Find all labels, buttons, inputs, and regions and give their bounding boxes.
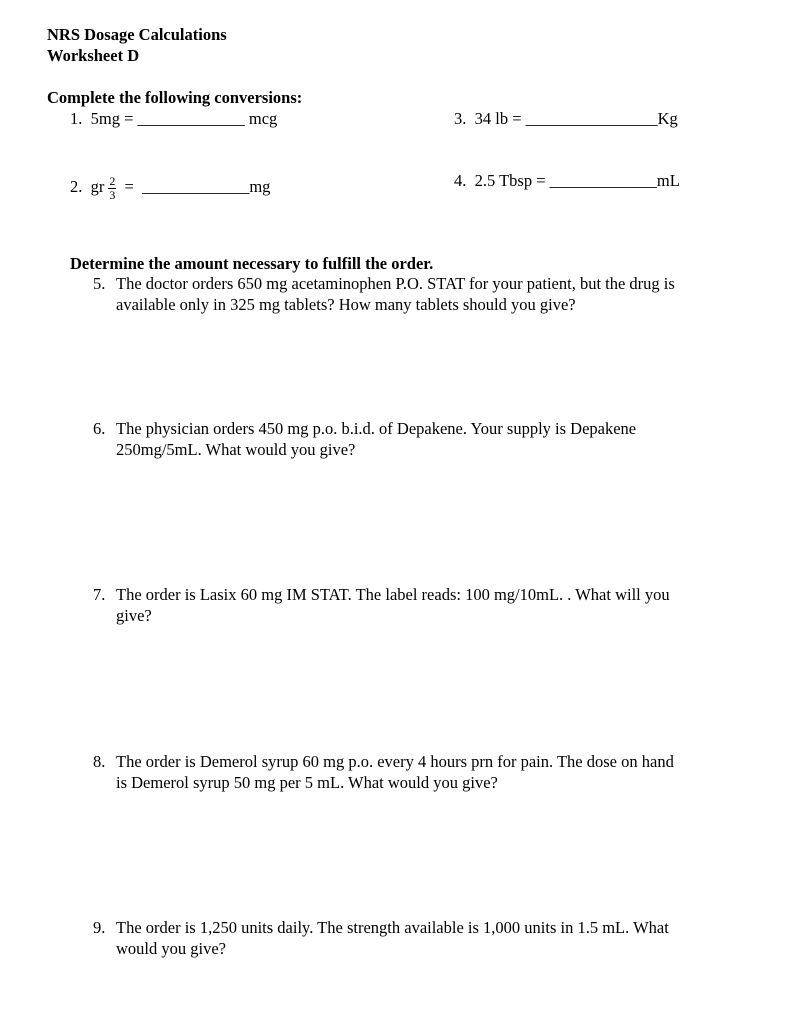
question-line: The order is Lasix 60 mg IM STAT. The label reads: 100 mg/10mL. . What will you: [116, 585, 670, 604]
question-line: 250mg/5mL. What would you give?: [116, 440, 356, 459]
conversion-item-2: [70, 170, 270, 204]
answer-blank[interactable]: _____________: [137, 109, 245, 128]
conversion-number: 3.: [454, 109, 467, 128]
conversion-unit: mL: [656, 171, 680, 190]
conversion-unit: Kg: [657, 109, 678, 128]
conversion-item-3: [454, 108, 678, 129]
question-line: The order is 1,250 units daily. The strength available is 1,000 units in 1.5 mL. What: [116, 918, 669, 937]
answer-blank[interactable]: ________________: [525, 109, 658, 128]
question-number: 9.: [93, 918, 106, 937]
conversions-heading: Complete the following conversions:: [47, 88, 303, 107]
question-line: The order is Demerol syrup 60 mg p.o. every 4 hours prn for pain. The dose on hand: [116, 752, 674, 771]
question-line: The doctor orders 650 mg acetaminophen P.O. STAT for your patient, but the drug is: [116, 274, 675, 293]
conversion-item-4: [454, 170, 680, 191]
question-number: 7.: [93, 585, 106, 604]
question-line: would you give?: [116, 939, 226, 958]
conversion-prefix: 2.5 Tbsp =: [474, 171, 546, 190]
fraction-numerator: 2: [109, 173, 116, 188]
fraction-denominator: 3: [109, 187, 116, 202]
conversion-item-1: [70, 108, 277, 129]
question-line: is Demerol syrup 50 mg per 5 mL. What would you give?: [116, 773, 498, 792]
conversion-number: 4.: [454, 171, 467, 190]
worksheet-title: NRS Dosage Calculations: [47, 25, 227, 44]
question-number: 8.: [93, 752, 106, 771]
conversion-unit: mg: [249, 177, 271, 196]
question-number: 6.: [93, 419, 106, 438]
equals-sign: =: [124, 177, 134, 196]
question-line: give?: [116, 606, 152, 625]
answer-blank[interactable]: _____________: [549, 171, 657, 190]
fraction: [108, 175, 116, 202]
orders-heading: Determine the amount necessary to fulfill the order.: [70, 254, 434, 273]
conversion-prefix: gr: [90, 177, 105, 196]
conversion-number: 1.: [70, 109, 83, 128]
answer-blank[interactable]: _____________: [142, 177, 250, 196]
conversion-prefix: 34 lb =: [474, 109, 522, 128]
conversion-number: 2.: [70, 177, 83, 196]
worksheet-subtitle: Worksheet D: [47, 46, 140, 65]
question-line: available only in 325 mg tablets? How many tablets should you give?: [116, 295, 576, 314]
question-number: 5.: [93, 274, 106, 293]
question-line: The physician orders 450 mg p.o. b.i.d. of Depakene. Your supply is Depakene: [116, 419, 637, 438]
conversion-prefix: 5mg =: [90, 109, 134, 128]
conversion-unit: mcg: [248, 109, 278, 128]
